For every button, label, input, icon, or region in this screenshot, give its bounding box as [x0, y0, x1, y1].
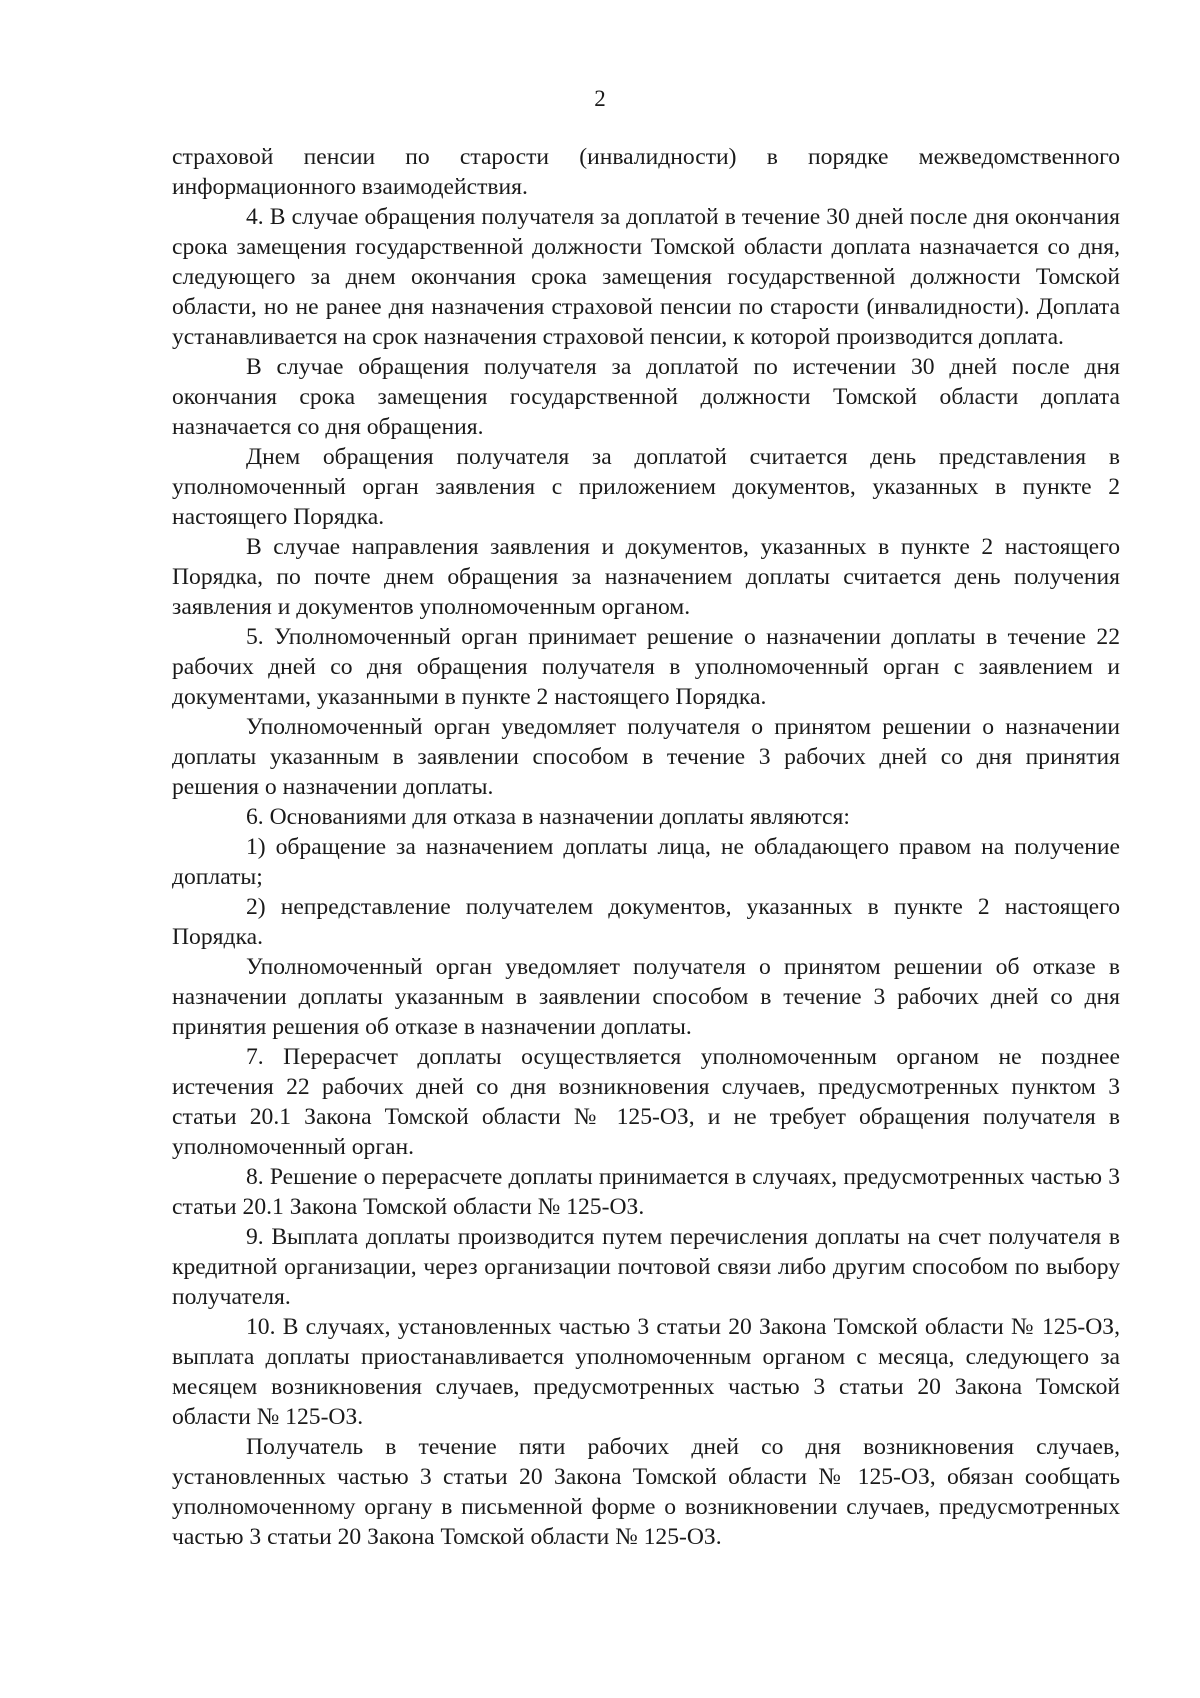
paragraph: В случае обращения получателя за доплатой по истечении 30 дней после дня окончания срока замещения государственной должности Томской области доплата назначается со дня обращения. — [172, 354, 1120, 440]
paragraph: Днем обращения получателя за доплатой считается день представления в уполномоченный орган заявления с приложением документов, указанных в пункте 2 настоящего Порядка. — [172, 444, 1120, 530]
paragraph: Уполномоченный орган уведомляет получателя о принятом решении о назначении доплаты указанным в заявлении способом в течение 3 рабочих дней со дня принятия решения о назначении доплаты. — [172, 714, 1120, 800]
paragraph-item-7: 7. Перерасчет доплаты осуществляется уполномоченным органом не позднее истечения 22 рабочих дней со дня возникновения случаев, предусмотренных пунктом 3 статьи 20.1 Закона Томской области № 125-ОЗ, и не требует обращения получателя в уполномоченный орган. — [172, 1044, 1120, 1160]
subitem-1: 1) обращение за назначением доплаты лица, не обладающего правом на получение доплаты; — [172, 834, 1120, 890]
paragraph: Уполномоченный орган уведомляет получателя о принятом решении об отказе в назначении доплаты указанным в заявлении способом в течение 3 рабочих дней со дня принятия решения об отказе в назначении доплаты. — [172, 954, 1120, 1040]
paragraph-continuation: страховой пенсии по старости (инвалидности) в порядке межведомственного информационного взаимодействия. — [172, 144, 1120, 200]
subitem-2: 2) непредставление получателем документов, указанных в пункте 2 настоящего Порядка. — [172, 894, 1120, 950]
paragraph-item-10: 10. В случаях, установленных частью 3 статьи 20 Закона Томской области № 125-ОЗ, выплата доплаты приостанавливается уполномоченным органом с месяца, следующего за месяцем возникновения случаев, предусмотренных частью 3 статьи 20 Закона Томской области № 125-ОЗ. — [172, 1314, 1120, 1430]
paragraph: Получатель в течение пяти рабочих дней со дня возникновения случаев, установленных частью 3 статьи 20 Закона Томской области № 125-ОЗ, обязан сообщать уполномоченному органу в письменной форме о возникновении случаев, предусмотренных частью 3 статьи 20 Закона Томской области № 125-ОЗ. — [172, 1434, 1120, 1550]
paragraph-item-6: 6. Основаниями для отказа в назначении доплаты являются: — [246, 804, 850, 830]
paragraph-item-4: 4. В случае обращения получателя за доплатой в течение 30 дней после дня окончания срока замещения государственной должности Томской области доплата назначается со дня, следующего за днем окончания срока замещения государственной должности Томской области, но не ранее дня назначения страховой пенсии по старости (инвалидности). Доплата устанавливается на срок назначения страховой пенсии, к которой производится доплата. — [172, 204, 1120, 350]
document-body — [172, 142, 1120, 1552]
paragraph-item-8: 8. Решение о перерасчете доплаты принимается в случаях, предусмотренных частью 3 статьи 20.1 Закона Томской области № 125-ОЗ. — [172, 1164, 1120, 1220]
paragraph: В случае направления заявления и документов, указанных в пункте 2 настоящего Порядка, по почте днем обращения за назначением доплаты считается день получения заявления и документов уполномоченным органом. — [172, 534, 1120, 620]
paragraph-item-5: 5. Уполномоченный орган принимает решение о назначении доплаты в течение 22 рабочих дней со дня обращения получателя в уполномоченный орган с заявлением и документами, указанными в пункте 2 настоящего Порядка. — [172, 624, 1120, 710]
page-number: 2 — [594, 86, 606, 111]
paragraph-item-9: 9. Выплата доплаты производится путем перечисления доплаты на счет получателя в кредитной организации, через организации почтовой связи либо другим способом по выбору получателя. — [172, 1224, 1120, 1310]
